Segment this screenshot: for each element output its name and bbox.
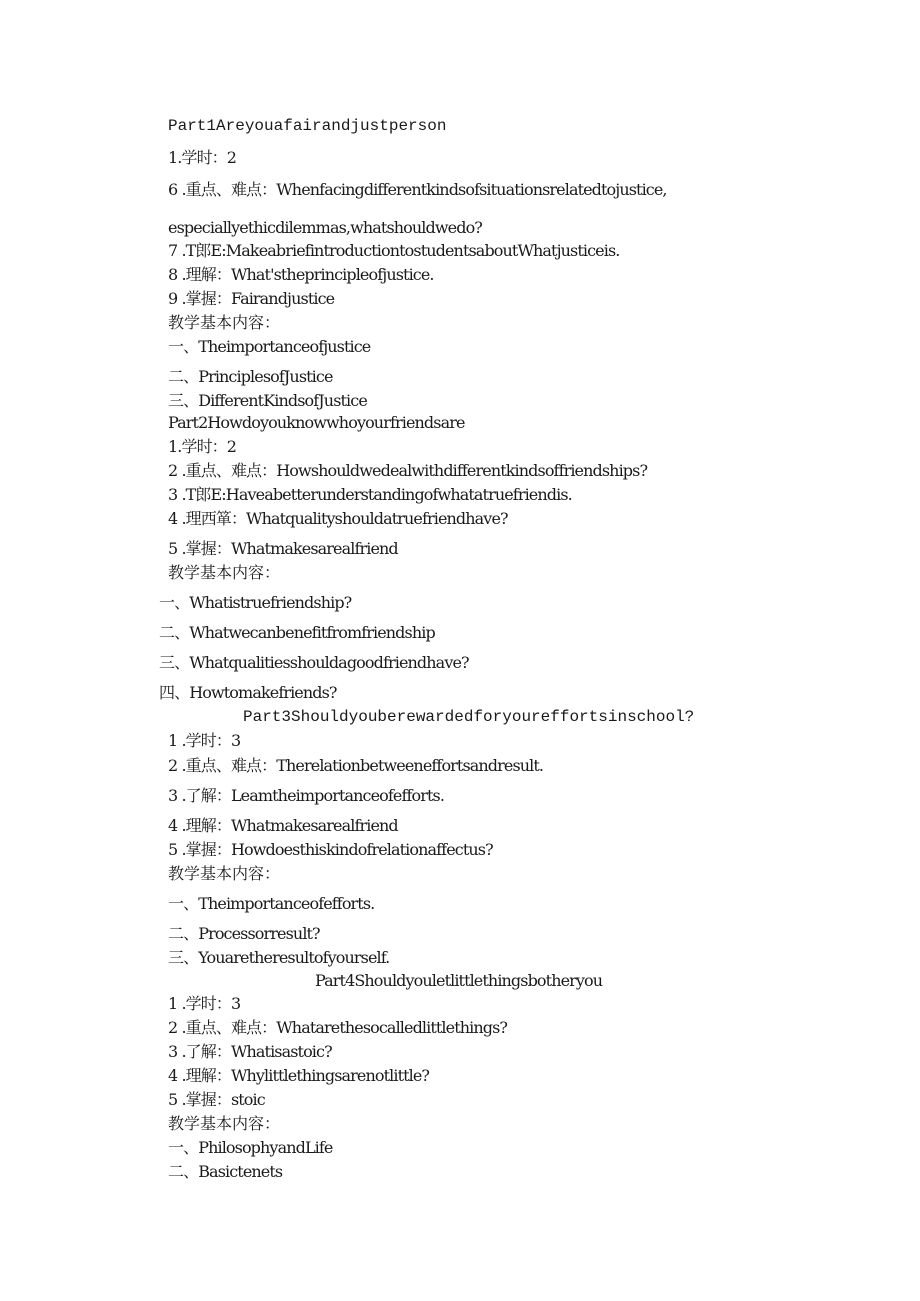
part3-key-points: 2 .重点、难点：Therelationbetweeneffortsandresult. — [168, 756, 544, 775]
part1-content-item-3: 三、DifferentKindsofJustice — [168, 391, 367, 410]
part2-key-points: 2 .重点、难点：Howshouldwedealwithdifferentkindsoffriendships? — [168, 461, 648, 480]
part2-content-item-1: 一、Whatistruefriendship? — [159, 593, 352, 612]
part2-heading: Part2Howdoyouknowwhoyourfriendsare — [168, 413, 465, 432]
part3-comprehend: 4 .理解：Whatmakesarealfriend — [168, 816, 398, 835]
part1-key-points: 6 .重点、难点：Whenfacingdifferentkindsofsituationsrelatedtojustice, — [168, 180, 667, 199]
part1-content-item-2: 二、PrinciplesofJustice — [168, 367, 333, 386]
part2-understand: 3 .T郎E:Haveabetterunderstandingofwhatatruefriendis. — [168, 485, 572, 504]
part3-master: 5 .掌握：Howdoesthiskindofrelationaffectus? — [168, 840, 493, 859]
part2-content-item-4: 四、Howtomakefriends? — [159, 683, 337, 702]
part3-understand: 3 .了解：Leamtheimportanceofefforts. — [168, 786, 445, 805]
part3-heading: Part3Shouldyouberewardedforyoureffortsinschool? — [243, 708, 695, 726]
part1-master: 9 .掌握：Fairandjustice — [168, 289, 335, 308]
part1-key-points-continued: especiallyethicdilemmas,whatshouldwedo? — [168, 218, 482, 237]
part3-content-item-1: 一、Theimportanceofefforts. — [168, 894, 375, 913]
part4-content-item-1: 一、PhilosophyandLife — [168, 1138, 333, 1157]
part2-comprehend: 4 .理西箪：Whatqualityshouldatruefriendhave? — [168, 509, 508, 528]
part1-heading: Part1Areyouafairandjustperson — [168, 117, 447, 135]
part3-content-heading: 教学基本内容： — [168, 864, 281, 883]
part2-content-item-2: 二、Whatwecanbenefitfromfriendship — [159, 623, 435, 642]
part1-content-item-1: 一、Theimportanceofjustice — [168, 337, 371, 356]
part4-heading: Part4Shouldyouletlittlethingsbotheryou — [315, 971, 603, 990]
part4-content-heading: 教学基本内容： — [168, 1114, 281, 1133]
part2-content-heading: 教学基本内容： — [168, 563, 281, 582]
part4-comprehend: 4 .理解：Whylittlethingsarenotlittle? — [168, 1066, 430, 1085]
part4-master: 5 .掌握：stoic — [168, 1090, 265, 1109]
part3-hours: 1 .学时：3 — [168, 731, 241, 750]
part4-content-item-2: 二、Basictenets — [168, 1162, 283, 1181]
part3-content-item-2: 二、Processorresult? — [168, 924, 320, 943]
part1-content-heading: 教学基本内容： — [168, 313, 281, 332]
part3-content-item-3: 三、Youaretheresultofyourself. — [168, 948, 390, 967]
part2-hours: 1.学时：2 — [168, 437, 237, 456]
part1-hours: 1.学时：2 — [168, 148, 237, 167]
part4-understand: 3 .了解：Whatisastoic? — [168, 1042, 332, 1061]
part1-understand: 7 .T郎E:MakeabriefintroductiontostudentsaboutWhatjusticeis. — [168, 241, 620, 260]
part4-hours: 1 .学时：3 — [168, 994, 241, 1013]
part2-master: 5 .掌握：Whatmakesarealfriend — [168, 539, 398, 558]
part4-key-points: 2 .重点、难点：Whatarethesocalledlittlethings? — [168, 1018, 508, 1037]
part1-comprehend: 8 .理解：What'stheprincipleofjustice. — [168, 265, 434, 284]
part2-content-item-3: 三、Whatqualitiesshouldagoodfriendhave? — [159, 653, 469, 672]
